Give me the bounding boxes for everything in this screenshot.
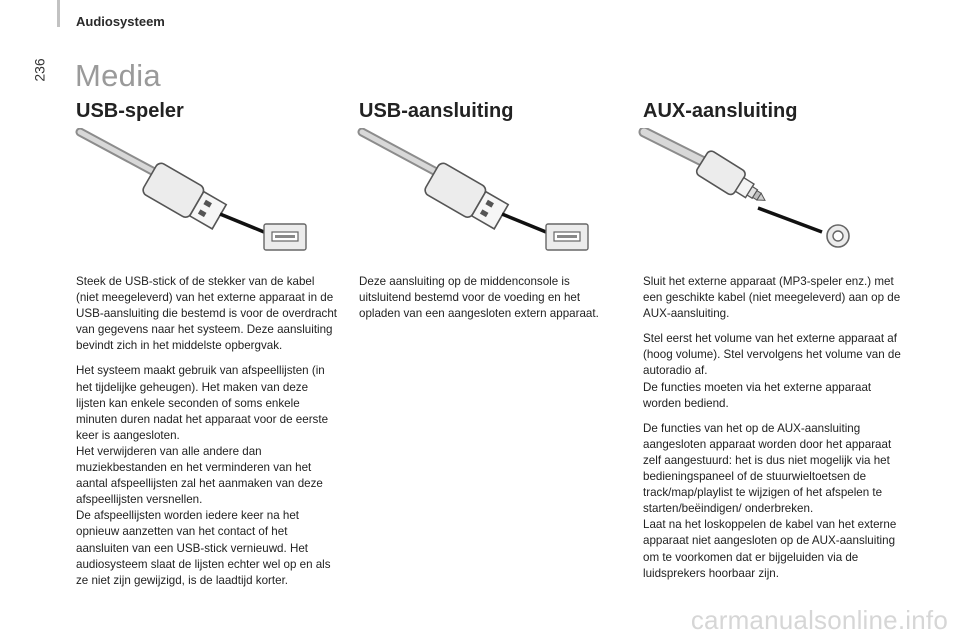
usb-plug-icon xyxy=(70,128,320,253)
heading-usb-speler: USB-speler xyxy=(76,100,184,122)
page-number: 236 xyxy=(31,58,48,82)
paragraph: Sluit het externe apparaat (MP3-speler enz.) met een geschikte kabel (niet meegeleverd) aan op de AUX-aansluiting. xyxy=(643,275,901,321)
paragraph: Steek de USB-stick of de stekker van de kabel (niet meegeleverd) van het externe apparaat in de USB-aansluiting die bestemd is voor de overdracht van gegevens naar het systeem. Deze aansluiting bevindt zich in het middelste opbergvak. xyxy=(76,275,337,353)
header-divider xyxy=(57,0,60,27)
heading-usb-aansluiting: USB-aansluiting xyxy=(359,100,514,122)
heading-aux-aansluiting: AUX-aansluiting xyxy=(643,100,798,122)
text-aux-aansluiting xyxy=(643,274,905,591)
usb-plug-icon xyxy=(352,128,602,253)
paragraph: Deze aansluiting op de middenconsole is uitsluitend bestemd voor de voeding en het opladen van een aangesloten extern apparaat. xyxy=(359,275,599,321)
aux-jack-icon xyxy=(636,128,886,253)
text-usb-aansluiting xyxy=(359,274,621,331)
text-usb-speler xyxy=(76,274,338,598)
page-title: Media xyxy=(75,58,161,93)
section-title: Audiosysteem xyxy=(76,14,165,29)
paragraph: Het systeem maakt gebruik van afspeellijsten (in het tijdelijke geheugen). Het maken van deze lijsten kan enkele seconden of soms enkele minuten duren nadat het apparaat voor de eerste keer is aangesloten. Het verwijderen van alle andere dan muziekbestanden en het verminderen van het aantal afspeellijsten zal het aanmaken van deze afspeellijsten versnellen. De afspeellijsten worden iedere keer na het opnieuw aanzetten van het contact of het aansluiten van een USB-stick vernieuwd. Het audiosysteem slaat de lijsten echter wel op en als ze niet zijn gewijzigd, is de laadtijd korter. xyxy=(76,364,331,587)
paragraph: De functies van het op de AUX-aansluiting aangesloten apparaat worden door het apparaat zelf aangestuurd: het is dus niet mogelijk via het bedieningspaneel of de stuurwieltoetsen de track/map/playlist te wijzigen of het afspelen te starten/beëindigen/ onderbreken. Laat na het loskoppelen de kabel van het externe apparaat niet aangesloten op de AUX-aansluiting om te voorkomen dat er bijgeluiden via de luidsprekers hoorbaar zijn. xyxy=(643,421,897,580)
paragraph: Stel eerst het volume van het externe apparaat af (hoog volume). Stel vervolgens het volume van de autoradio af. De functies moeten via het externe apparaat worden bediend. xyxy=(643,332,901,410)
watermark: carmanualsonline.info xyxy=(690,605,948,635)
